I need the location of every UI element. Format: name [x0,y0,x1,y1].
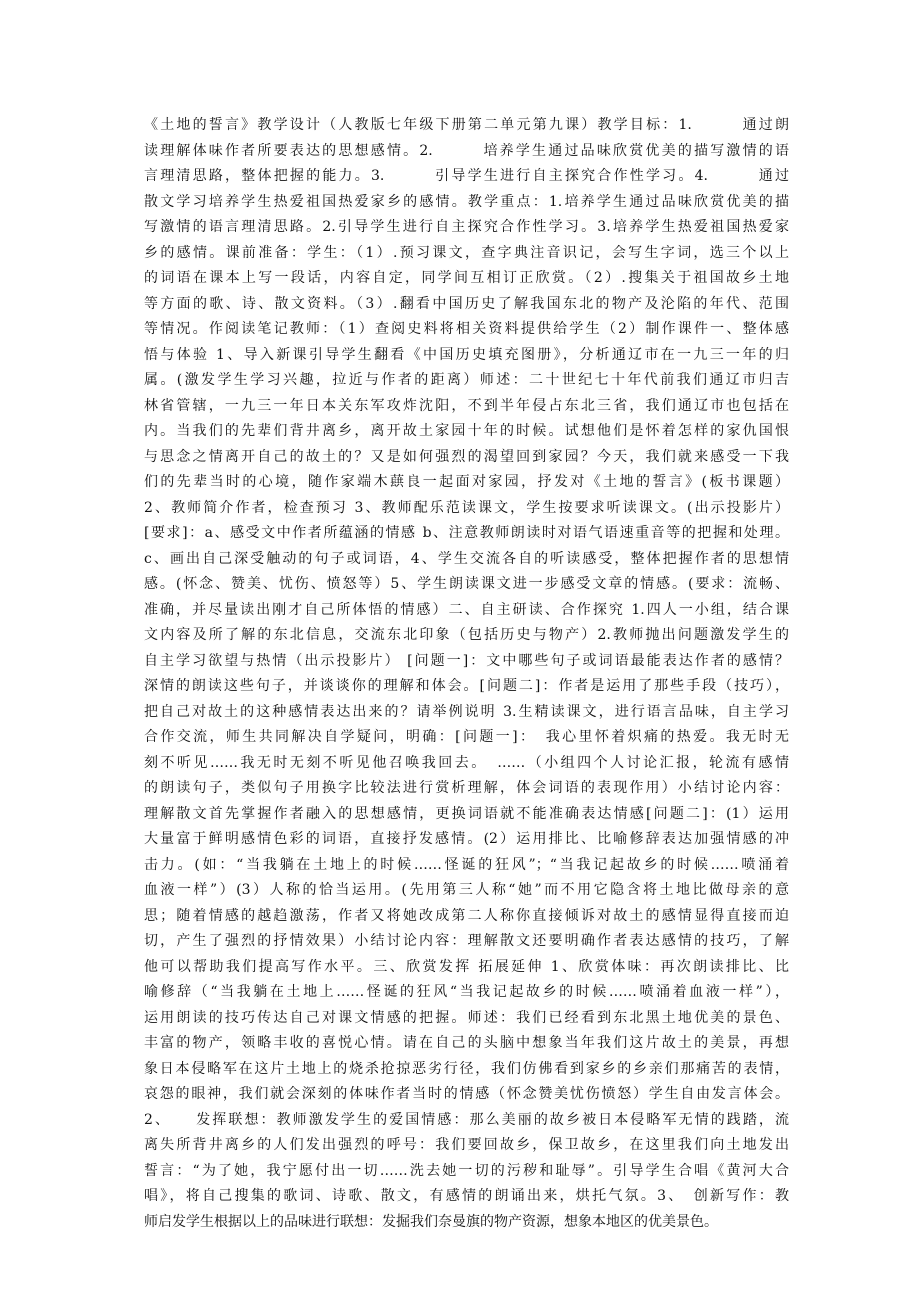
text-line: 2、教师简介作者，检查预习 3、教师配乐范读课文，学生按要求听读课文。(出示投影片） [144,499,789,516]
text-line: 把自己对故土的这种感情表达出来的？请举例说明 3.生精读课文，进行语言品味，自主学习 [144,703,789,720]
text-line: 自主学习欲望与热情（出示投影片） [问题一]：文中哪些句子或词语最能表达作者的感情？ [144,652,789,669]
text-line: 林省管辖，一九三一年日本关东军攻炸沈阳，不到半年侵占东北三省，我们通辽市也包括在 [144,397,789,414]
text-line: 文内容及所了解的东北信息，交流东北印象（包括历史与物产）2.教师抛出问题激发学生的 [144,627,789,643]
text-line: 誓言：“为了她，我宁愿付出一切……洗去她一切的污秽和耻辱”。引导学生合唱《黄河大合 [144,1162,789,1179]
text-line: 写激情的语言理清思路。2.引导学生进行自主探究合作性学习。3.培养学生热爱祖国热爱家 [144,219,789,235]
text-line: 运用朗读的技巧传达自己对课文情感的把握。师述：我们已经看到东北黑土地优美的景色、 [144,1009,789,1026]
text-line: 刻不听见……我无时无刻不听见他召唤我回去。 ……（小组四个人讨论汇报，轮流有感情 [144,754,789,771]
text-line: 读理解体味作者所要表达的思想感情。2. 培养学生通过品味欣赏优美的描写激情的语 [144,142,789,159]
text-line: 2、 发挥联想：教师激发学生的爱国情感：那么美丽的故乡被日本侵略军无情的践踏，流 [144,1111,789,1128]
text-line: 他可以帮助我们提高写作水平。三、欣赏发挥 拓展延伸 1、欣赏体味：再次朗读排比、比 [144,958,789,975]
text-line: 的词语在课本上写一段话，内容自定，同学间互相订正欣赏。（2）.搜集关于祖国故乡土地 [144,270,789,286]
text-line: 大量富于鲜明感情色彩的词语，直接抒发感情。(2）运用排比、比喻修辞表达加强情感的冲 [144,831,789,847]
text-line: 内。当我们的先辈们背井离乡，离开故土家园十年的时候。试想他们是怀着怎样的家仇国恨 [144,423,789,439]
text-line: 喻修辞（“当我躺在土地上……怪诞的狂风“当我记起故乡的时候……喷涌着血液一样”）， [144,984,789,1000]
text-line: 深情的朗读这些句子，并谈谈你的理解和体会。[问题二]：作者是运用了那些手段（技巧）， [144,678,789,694]
text-line: 的朗读句子，类似句子用换字比较法进行赏析理解，体会词语的表现作用）小结讨论内容： [144,780,789,796]
text-line: 哀怨的眼神，我们就会深刻的体味作者当时的情感（怀念赞美忧伤愤怒）学生自由发言体会。 [144,1086,789,1102]
text-line: c、画出自己深受触动的句子或词语，4、学生交流各自的听读感受，整体把握作者的思想情 [144,550,789,567]
text-line: 等情况。作阅读笔记教师：（1）查阅史料将相关资料提供给学生（2）制作课件一、整体感 [144,321,789,337]
text-line: 合作交流，师生共同解决自学疑问，明确：[问题一]： 我心里怀着炽痛的热爱。我无时无 [144,729,789,745]
document-body [144,113,789,1235]
text-line: 言理清思路，整体把握的能力。3. 引导学生进行自主探究合作性学习。4. 通过 [144,168,789,184]
text-line: 悟与体验 1、导入新课引导学生翻看《中国历史填充图册》，分析通辽市在一九三一年的归 [144,346,789,363]
text-line: 散文学习培养学生热爱祖国热爱家乡的感情。教学重点：1.培养学生通过品味欣赏优美的描 [144,193,789,210]
text-line: 感。(怀念、赞美、忧伤、愤怒等）5、学生朗读课文进一步感受文章的情感。(要求：流畅、 [144,576,789,592]
text-line: 离失所背井离乡的人们发出强烈的呼号：我们要回故乡，保卫故乡，在这里我们向土地发出 [144,1137,789,1153]
text-line: 击力。(如：“当我躺在土地上的时候……怪诞的狂风”；“当我记起故乡的时候……喷涌着 [144,856,789,873]
text-line: 《土地的誓言》教学设计（人教版七年级下册第二单元第九课）教学目标：1. 通过朗 [144,117,789,133]
text-line: 切，产生了强烈的抒情效果）小结讨论内容：理解散文还要明确作者表达感情的技巧，了解 [144,933,789,949]
text-line: 准确，并尽量读出刚才自己所体悟的情感）二、自主研读、合作探究 1.四人一小组，结合课 [144,601,789,618]
text-line: 乡的感情。课前准备：学生：（1）.预习课文，查字典注音识记，会写生字词，选三个以上 [144,244,789,261]
text-line: 思；随着情感的越趋激荡，作者又将她改成第二人称你直接倾诉对故土的感情显得直接而迫 [144,907,789,924]
text-line: 理解散文首先掌握作者融入的思想感情，更换词语就不能准确表达情感[问题二]：(1）运用 [144,805,789,822]
text-line: 们的先辈当时的心境，随作家端木蕻良一起面对家园，抒发对《土地的誓言》(板书课题） [144,474,789,490]
text-line: 血液一样”）(3）人称的恰当运用。(先用第三人称“她”而不用它隐含将土地比做母亲的意 [144,882,789,898]
text-line: 师启发学生根据以上的品味进行联想：发掘我们奈曼旗的物产资源，想象本地区的优美景色。 [144,1213,718,1230]
text-line: 等方面的歌、诗、散文资料。（3）.翻看中国历史了解我国东北的物产及沦陷的年代、范围 [144,295,789,312]
text-line: 丰富的物产，领略丰收的喜悦心情。请在自己的头脑中想象当年我们这片故土的美景，再想 [144,1035,789,1051]
text-line: 属。(激发学生学习兴趣，拉近与作者的距离）师述：二十世纪七十年代前我们通辽市归吉 [144,372,789,388]
text-line: [要求]：a、感受文中作者所蕴涵的情感 b、注意教师朗读时对语气语速重音等的把握和处理。 [144,525,789,541]
text-line: 象日本侵略军在这片土地上的烧杀抢掠恶劣行径，我们仿佛看到家乡的乡亲们那痛苦的表情， [144,1060,789,1077]
text-line: 与思念之情离开自己的故土的？又是如何强烈的渴望回到家园？今天，我们就来感受一下我 [144,448,789,465]
text-line: 唱》，将自己搜集的歌词、诗歌、散文，有感情的朗诵出来，烘托气氛。3、 创新写作：教 [144,1188,789,1204]
